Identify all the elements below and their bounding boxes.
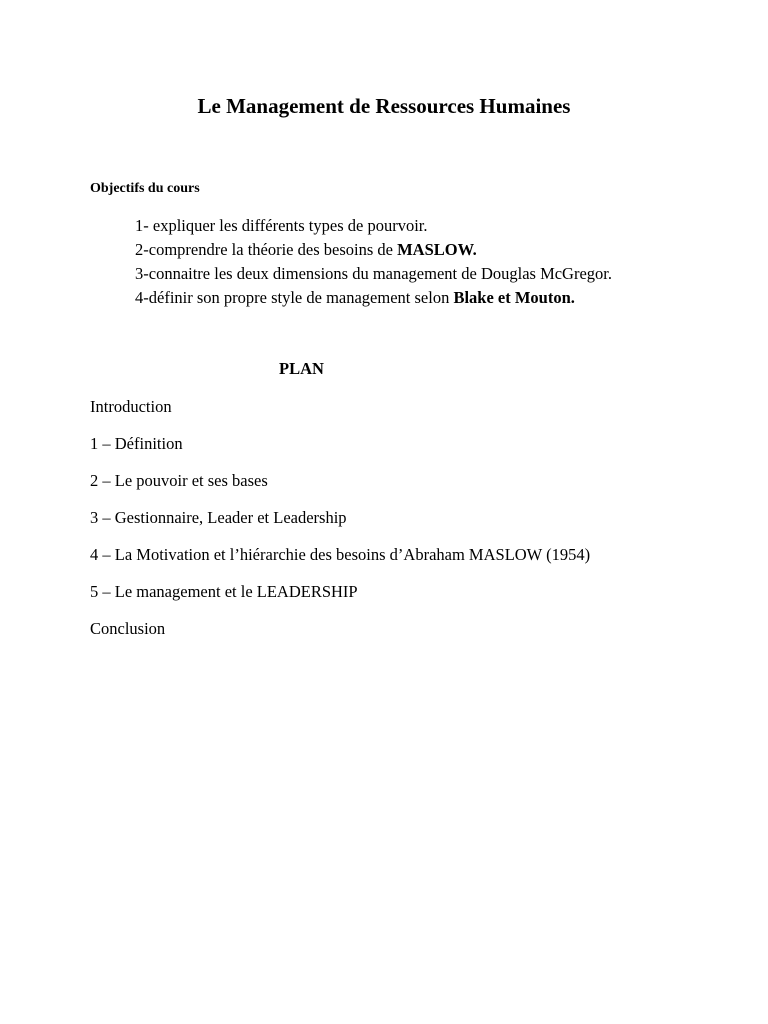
plan-item: 5 – Le management et le LEADERSHIP [90,582,358,601]
objective-item [135,214,612,238]
objective-text: 3-connaitre les deux dimensions du management de Douglas McGregor. [135,264,613,283]
objective-item [135,286,612,310]
objective-bold-text: MASLOW. [397,240,477,259]
plan-list [90,396,590,655]
plan-item: 4 – La Motivation et l’hiérarchie des besoins d’Abraham MASLOW (1954) [90,545,591,564]
document-title: Le Management de Ressources Humaines [197,94,571,118]
objective-text: 1- expliquer les différents types de pourvoir. [135,216,428,235]
plan-item: Conclusion [90,619,166,638]
objectives-heading: Objectifs du cours [90,181,200,196]
objective-text: 4-définir son propre style de management selon [135,288,454,307]
objective-text: 2-comprendre la théorie des besoins de [135,240,398,259]
objective-item [135,238,612,262]
objective-bold-text: Blake et Mouton. [453,288,575,307]
objective-item [135,262,612,286]
plan-item: Introduction [90,397,172,416]
objectives-list [135,214,612,310]
plan-heading: PLAN [279,359,324,378]
plan-item: 1 – Définition [90,434,183,453]
plan-item: 3 – Gestionnaire, Leader et Leadership [90,508,347,527]
plan-item: 2 – Le pouvoir et ses bases [90,471,268,490]
